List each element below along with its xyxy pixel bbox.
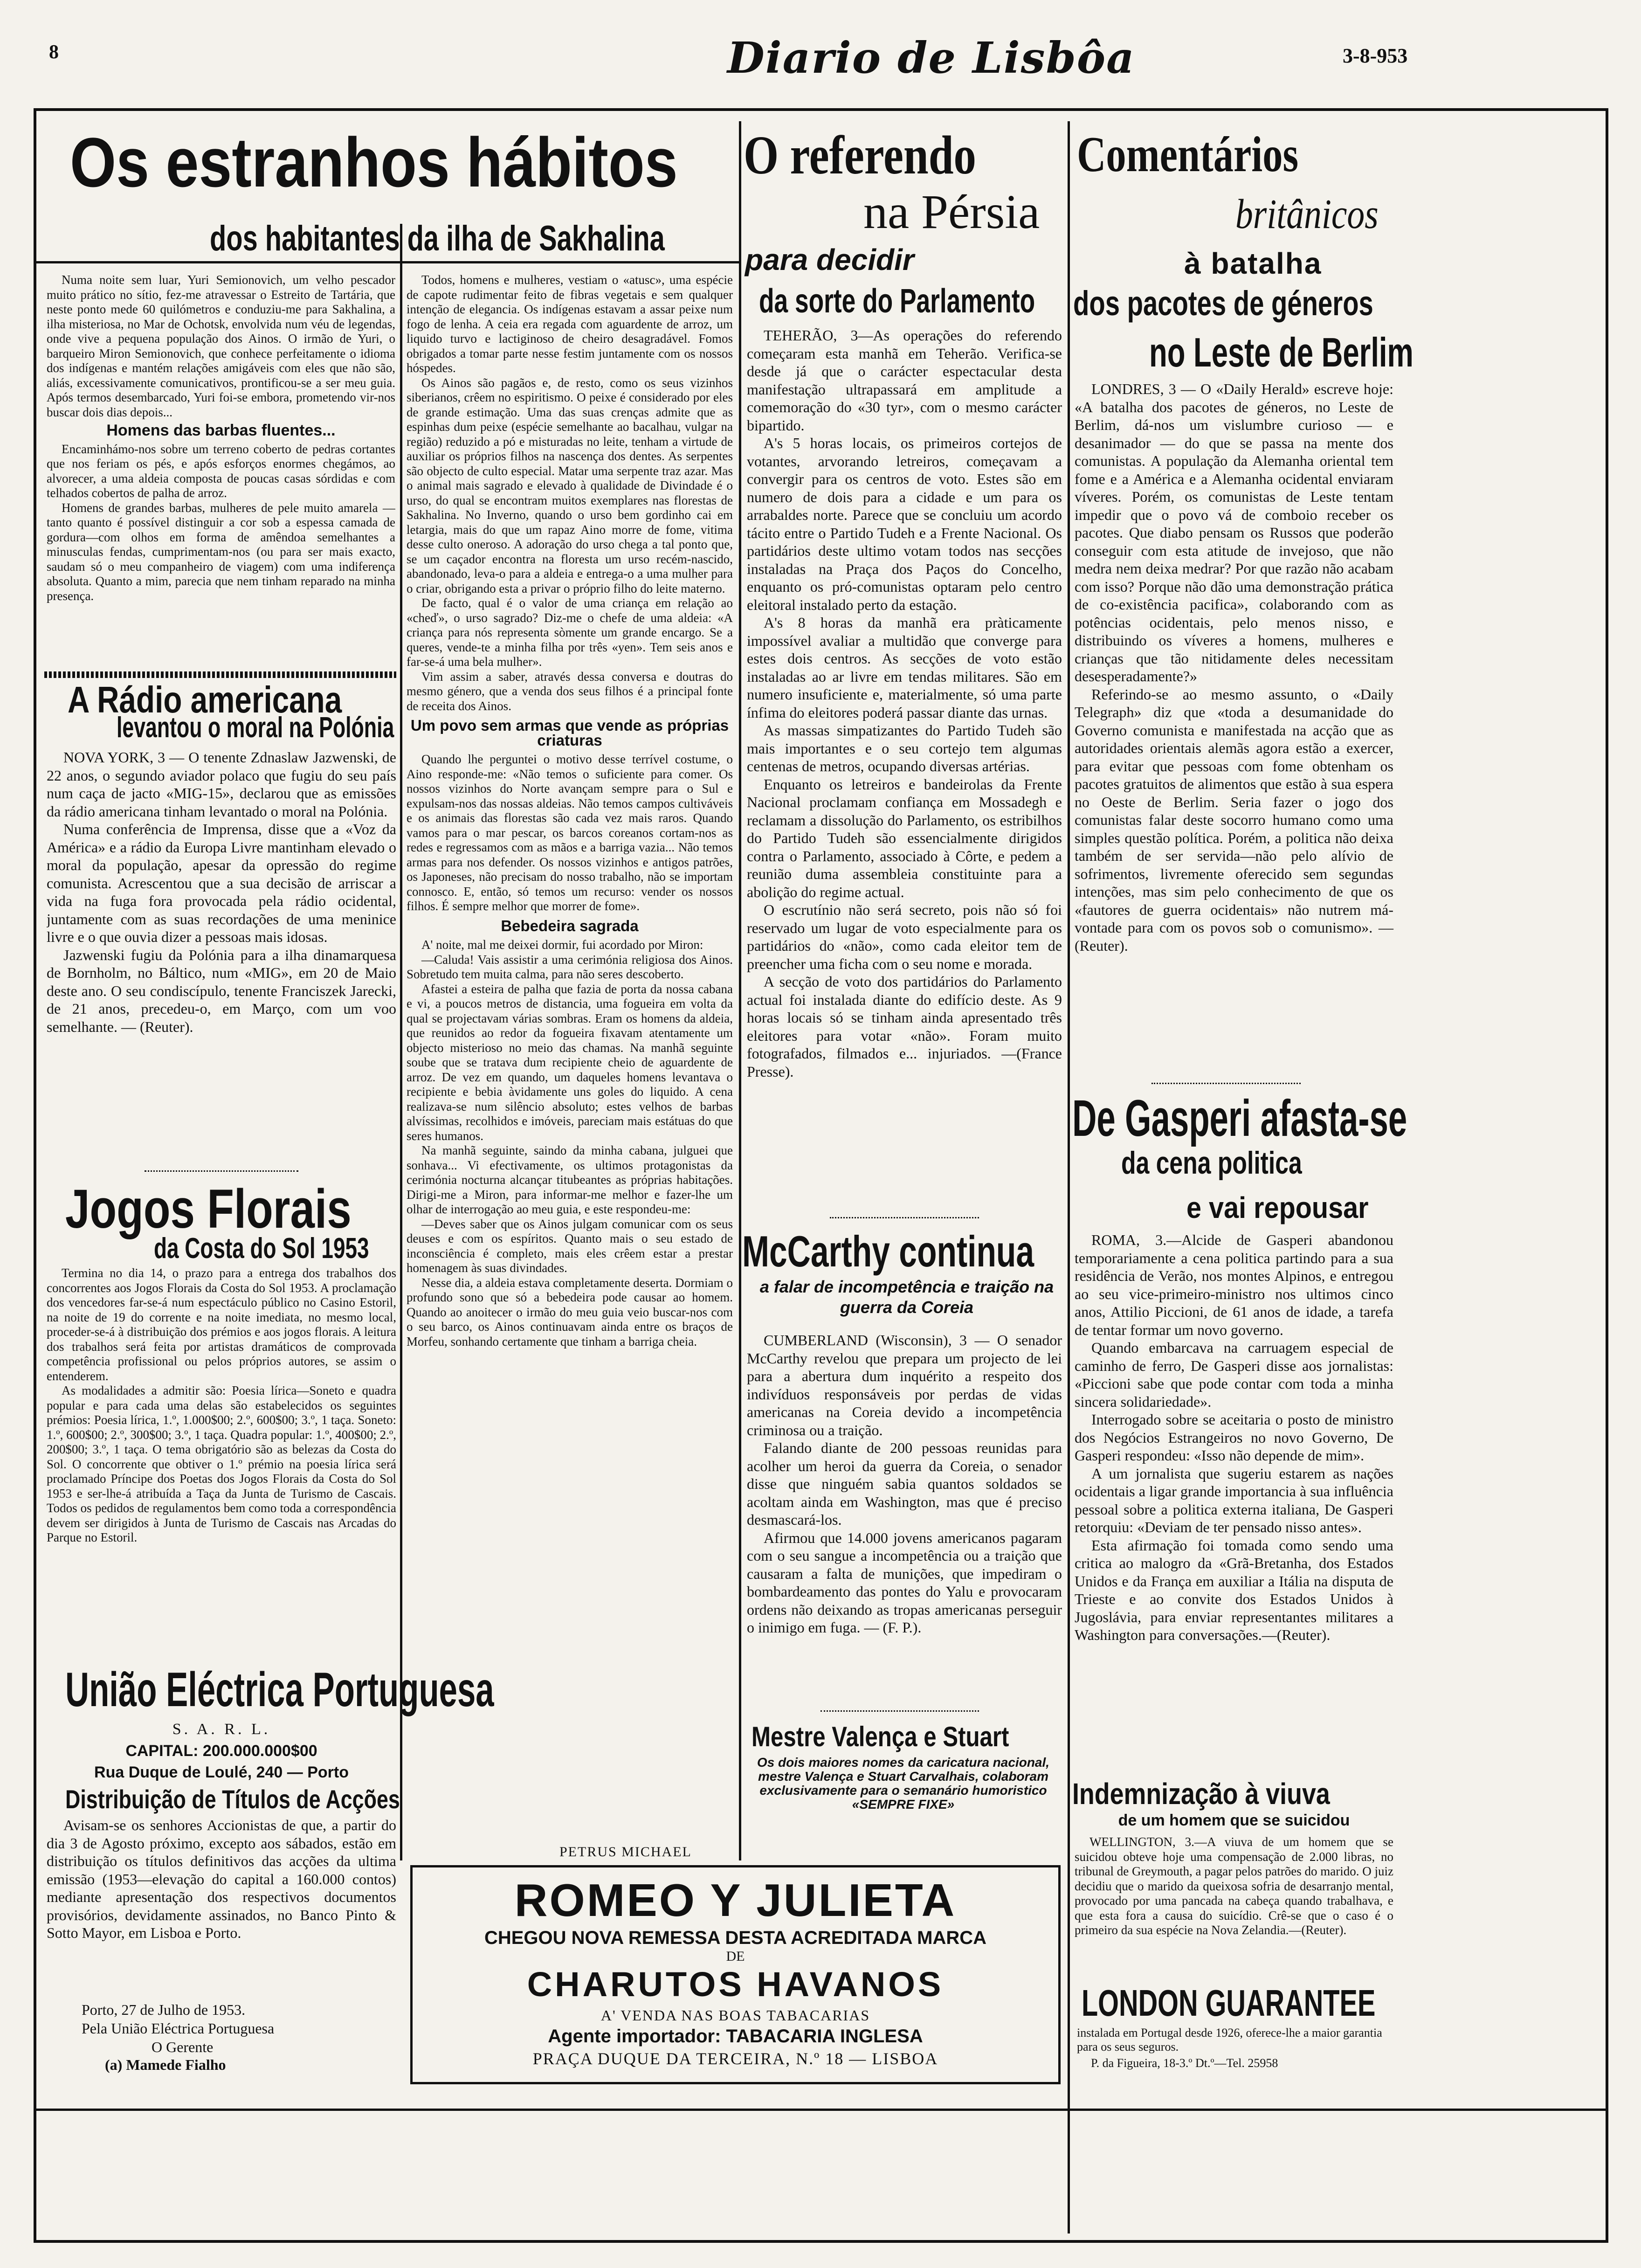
issue-date: 3-8-953 (1343, 44, 1408, 67)
section-heading: Um povo sem armas que vende as próprias criaturas (410, 717, 729, 749)
separator (145, 1170, 298, 1176)
paragraph: Jazwenski fugiu da Polónia para a ilha dinamarquesa de Bornholm, no Báltico, num «MIG», em 20 de Maio deste ano. O seu condiscípulo, tenente Franciszek Jarecki, de 21 anos, precedeu-o, em Março, com um voo semelhante. — (Reuter). (47, 946, 396, 1035)
valenca-body: Os dois maiores nomes da caricatura nacional, mestre Valença e Stuart Carvalhais, colaboram exclusivamente para o semanário humoristico «SEMPRE FIXE» (757, 1755, 1050, 1812)
byline: PETRUS MICHAEL (559, 1844, 692, 1860)
separator (1151, 1083, 1301, 1089)
headline-referendo-1: O referendo (744, 124, 976, 186)
headline-indemnizacao: Indemnização à viuva (1072, 1777, 1330, 1811)
headline-sakhalina: Os estranhos hábitos (70, 123, 678, 201)
headline-radio: A Rádio americana (68, 679, 342, 720)
paragraph: A's 5 horas locais, os primeiros cortejos de votantes, arvorando letreiros, começavam a convergir para os centros de voto. Estes são em numero de dois para a cidade e um para os arrabaldes norte. Parece que se concluiu um acordo tácito entre o Partido Tudeh e a Frente Nacional. Os partidários deste ultimo votam todos nas secções instaladas na Praça dos Paços do Concelho, enquanto os pró-comunistas optaram pelo centro eleitoral instalado perto da estação. (747, 435, 1062, 613)
article-sakhalina-col2 (407, 273, 733, 1839)
paragraph: Na manhã seguinte, saindo da minha cabana, julguei que sonhava... Vi efectivamente, os ultimos protagonistas da cerimónia nocturna alcançar titubeantes as próprias habitações. Dirigi-me a Miron, para informar-me melhor e fazer-lhe um olhar de interrogação ao meu guia, e este respondeu-me: (407, 1143, 733, 1216)
page-number: 8 (49, 41, 59, 63)
paragraph: As modalidades a admitir são: Poesia lírica—Soneto e quadra popular e para cada uma delas são estabelecidos os seguintes prémios: Poesia lírica, 1.º, 1.000$00; 2.º, 600$00; 3.º, 1 taça. Soneto: 1.º, 600$00; 2.º, 300$00; 3.º, 1 taça. Quadra popular: 1.º, 400$00; 2.º, 200$00; 3.º, 1 taça. O tema obrigatório são as belezas da Costa do Sol. O concorrente que obtiver o 1.º prémio na poesia lírica será proclamado Príncipe dos Poetas dos Jogos Florais da Costa do Sol 1953 e ser-lhe-á atribuída a Taça da Junta de Turismo de Cascais. Todos os pedidos de regulamentos bem como toda a correspondência devem ser dirigidos à Junta de Turismo de Cascais nas Arcadas do Parque no Estoril. (47, 1383, 396, 1544)
separator (44, 671, 396, 678)
article-mccarthy (747, 1331, 1062, 1700)
article-gasperi (1075, 1231, 1393, 1781)
uniao-role: O Gerente (152, 2039, 214, 2055)
article-referendo (747, 326, 1062, 1212)
subhead-uniao: Distribuição de Títulos de Acções (65, 1784, 400, 1814)
article-radio (47, 748, 396, 1163)
paragraph: Homens de grandes barbas, mulheres de pele muito amarela — tanto quanto é possível distinguir a cor sob a espessa camada de gordura—com olhos em forma de amêndoa semelhantes a minusculas fendas, cumprimentam-nos (ou para ser mais exacto, saudam só o meu companheiro de viagem) com uma indiferença absoluta. Quanto a mim, parecia que nem tinham reparado na minha presença. (47, 500, 395, 603)
rule (34, 261, 740, 263)
paragraph: Numa noite sem luar, Yuri Semionovich, um velho pescador muito prático no sítio, fez-me atravessar o Estreito de Tartária, que neste ponto mede 60 quilómetros e conduziu-me para Sakhalina, a ilha misteriosa, no Mar de Ochotsk, envolvida num véu de legendas, onde vive a pequena população dos Ainos. O irmão de Yuri, o barqueiro Miron Semionovich, que conhece perfeitamente o idioma dos indígenas e mantém relações amigáveis com eles que não são, aliás, excessivamente comunicativos, prontificou-se a ser meu guia. Após termos desembarcado, Yuri foi-se embora, prometendo vir-nos buscar dois dias depois... (47, 273, 395, 419)
subhead-gasperi-2: e vai repousar (1186, 1191, 1369, 1224)
column-rule (739, 121, 741, 1860)
ad-romeo-line3: CHARUTOS HAVANOS (527, 1965, 944, 2004)
paragraph: Falando diante de 200 pessoas reunidas para acolher um heroi da guerra da Coreia, o senador disse que ninguém sabia quantos soldados se acoltam ainda em Washington, mas que é preciso desmascará-los. (747, 1439, 1062, 1528)
newspaper-title: Diario de Lisbôa (727, 33, 1135, 83)
paragraph: Quando embarcava na carruagem especial de caminho de ferro, De Gasperi disse aos jornalistas: «Piccioni sabe que pode contar com toda a minha sincera solidariedade». (1075, 1339, 1393, 1410)
paragraph: A's 8 horas da manhã era pràticamente impossível avaliar a multidão que converge para estes dois centros. As secções de voto estão instaladas ao ar livre em tendas militares. São em numero insuficiente e, materialmente, só uma parte ínfima do eleitores poderá passar diante das urnas. (747, 614, 1062, 721)
paragraph: Todos, homens e mulheres, vestiam o «atusc», uma espécie de capote rudimentar feito de fibras vegetais e sem qualquer intenção de elegancia. Os indígenas estavam a assar peixe num fogo de lenha. A ceia era regada com aguardente de arroz, um liquido turvo e lactiginoso de cheiro desagradável. Fomos obrigados a tomar parte nesse festim juntamente com os nossos hóspedes. (407, 273, 733, 375)
subhead-jogos: da Costa do Sol 1953 (154, 1232, 369, 1265)
paragraph: Encaminhámo-nos sobre um terreno coberto de pedras cortantes que nos feriam os pés, e após esforços enormes chegámos, ao alvorecer, a uma aldeia composta de poucas casas sórdidas e com telhados cobertos de palha de arroz. (47, 442, 395, 500)
subhead-sakhalina: dos habitantes da ilha de Sakhalina (210, 219, 665, 258)
subhead-referendo: da sorte do Parlamento (759, 283, 1035, 320)
uniao-sarl: S. A. R. L. (172, 1721, 271, 1738)
paragraph: —Caluda! Vais assistir a uma cerimónia religiosa dos Ainos. Sobretudo tem muita calma, para não seres descoberto. (407, 952, 733, 981)
subhead-radio: levantou o moral na Polónia (117, 712, 394, 744)
paragraph: Avisam-se os senhores Accionistas de que, a partir do dia 3 de Agosto próximo, excepto aos sábados, estão em distribuição os títulos definitivos das acções da ultima emissão (1953—elevação do capital a 160.000 contos) mediante apresentação dos respectivos documentos provisórios, devidamente assinados, no Banco Pinto & Sotto Mayor, em Lisboa e Porto. (47, 1817, 396, 1941)
subhead-mccarthy: a falar de incompetência e traição na guerra da Coreia (759, 1277, 1054, 1317)
article-sakhalina-col1 (47, 273, 395, 669)
paragraph: Nesse dia, a aldeia estava completamente deserta. Dormiam o profundo sono que só a bebedeira pode causar ao homem. Quando ao anoitecer o irmão do meu guia veio buscar-nos com o seu barco, os Ainos continuavam ainda entre os braços de Morfeu, sonhando certamente que tinham a barriga cheia. (407, 1275, 733, 1348)
paragraph: WELLINGTON, 3.—A viuva de um homem que se suicidou obteve hoje uma compensação de 2.000 libras, no tribunal de Greymouth, a pagar pelos patrões do marido. O juiz decidiu que o marido da queixosa sofria de desarranjo mental, provocado por uma pancada na cabeça quando trabalhava, e que esta fora a causa do suicídio. Crê-se que o caso é o primeiro da sua espécie na Nova Zelandia.—(Reuter). (1075, 1835, 1393, 1937)
subhead-comentarios-1: dos pacotes de géneros (1073, 284, 1373, 323)
paragraph: O escrutínio não será secreto, pois não só foi reservado um lugar de voto especialmente para os partidários do «não», como cada eleitor tem de preencher uma ficha com o seu nome e morada. (747, 901, 1062, 972)
uniao-date: Porto, 27 de Julho de 1953. (82, 2001, 246, 2018)
advertisement-romeo (410, 1865, 1061, 2084)
kicker-referendo: para decidir (745, 243, 914, 277)
paragraph: Numa conferência de Imprensa, disse que a «Voz da América» e a rádio da Europa Livre mantinham elevado o moral da população, apesar da opressão do regime comunista. Acrescentou que a sua decisão de arriscar a vida na fuga fora provocada pela rádio ocidental, juntamente com as suas recordações de uma meninice livre e o que ouvia dizer a pessoas mais idosas. (47, 821, 396, 945)
ad-romeo-line1: CHEGOU NOVA REMESSA DESTA ACREDITADA MARCA (484, 1928, 987, 1948)
paragraph: Esta afirmação foi tomada como sendo uma critica ao malogro da «Grã-Bretanha, dos Estados Unidos e da França em auxiliar a Itália na disputa de Trieste e ao convite dos Estados Unidos à Jugoslávia, para enviar representantes militares a Washington para conversações.—(Reuter). (1075, 1536, 1393, 1643)
headline-valenca: Mestre Valença e Stuart (752, 1721, 1009, 1752)
paragraph: Enquanto os letreiros e bandeirolas da Frente Nacional proclamam confiança em Mossadegh e reclamam a dissolução do Parlamento, os estribilhos do Partido Tudeh são essencialmente dirigidos contra o Parlamento, associado à Côrte, e pedem a reunião duma assembleia constituinte para a abolição do regime actual. (747, 775, 1062, 900)
ad-romeo-headline: ROMEO Y JULIETA (514, 1874, 957, 1926)
section-heading: Bebedeira sagrada (501, 917, 639, 934)
paragraph: Quando lhe perguntei o motivo desse terrível costume, o Aino responde-me: «Não temos o suficiente para comer. Os nossos vizinhos do Norte avançam sempre para o Sul e expulsam-nos das nossas aldeias. Não temos campos cultiváveis e os animais das florestas são cada vez mais raros. Quando vamos para o mar pescar, os barcos coreanos cortam-nos as redes e regressamos com as mãos e a barriga vazia... Não temos armas para nos defender. Os nossos vizinhos e antigos patrões, os Japoneses, não precisam do nosso trabalho, não se importam connosco. E, então, só temos um recurso: vender os nossos filhos. É sempre melhor que morrer de fome». (407, 752, 733, 913)
paragraph: ROMA, 3.—Alcide de Gasperi abandonou temporariamente a cena politica partindo para a sua residência de Verão, nos montes Alpinos, e entregou ao seu vice-primeiro-ministro nos ultimos cinco anos, Attilio Piccioni, de 61 anos de idade, a tarefa de tentar formar um novo governo. (1075, 1231, 1393, 1338)
separator (820, 1710, 979, 1716)
paragraph: A um jornalista que sugeriu estarem as nações ocidentais a ligar grande importancia à sua influência pessoal sobre a politica externa italiana, De Gasperi retorquiu: «Deviam de ter pensado nisso antes». (1075, 1465, 1393, 1535)
separator (830, 1217, 979, 1223)
column-rule (1068, 121, 1070, 2233)
uniao-for: Pela União Eléctrica Portuguesa (82, 2020, 275, 2037)
paragraph: A secção de voto dos partidários do Parlamento actual foi instalada diante do edifício deste. As 9 horas locais só se tinham ainda apresentado três eleitores para votar «não». Foram muito fotografados, filmados e... injuriados. —(France Presse). (747, 973, 1062, 1080)
uniao-signature: (a) Mamede Fialho (105, 2056, 226, 2073)
paragraph: A' noite, mal me deixei dormir, fui acordado por Miron: (421, 938, 703, 952)
headline-referendo-2: na Pérsia (863, 185, 1040, 239)
ad-romeo-line5: Agente importador: TABACARIA INGLESA (548, 2026, 923, 2047)
rule (34, 2109, 1608, 2111)
headline-jogos: Jogos Florais (65, 1178, 352, 1240)
article-indemnizacao (1075, 1835, 1393, 1965)
paragraph: Afirmou que 14.000 jovens americanos pagaram com o seu sangue a incompetência ou a traição que causaram a falta de munições, que impediram o bombardeamento das pontes do Yalu e provocaram ordens não deixando as tropas americanas perseguir o inimigo em fuga. — (F. P.). (747, 1529, 1062, 1636)
subhead-indemnizacao: de um homem que se suicidou (1118, 1812, 1350, 1829)
paragraph: Os Ainos são pagãos e, de resto, como os seus vizinhos siberianos, crêem no espiritismo. O peixe é considerado por eles de grande estimação. Uma das suas crenças admite que as espinhas dum peixe (espécie semelhante ao bacalhau, vulgar na região) reduzido a pó e misturadas no leite, tenham a virtude de auxiliar os próprios filhos na nascença dos dentes. As serpentes são objecto de culto especial. Matar uma serpente traz azar. Mas o animal mais sagrado e elevado à qualidade de Divindade é o urso, do qual se encontram muitos exemplares nas florestas de Sakhalina. No Inverno, quando o urso bem gordinho cai em letargia, mais do que um rapaz Aino morre de fome, vitima desse culto oneroso. A adoração do urso chega a tal ponto que, se um caçador encontra na floresta um urso recém-nascido, abandonado, leva-o para a aldeia e entrega-o a uma mulher para o criar, obrigando esta a privar o próprio filho do leite materno. (407, 375, 733, 595)
paragraph: TEHERÃO, 3—As operações do referendo começaram esta manhã em Teherão. Verifica-se desde já que o carácter espectacular desta manifestação ultrapassará em amplitude a comemoração do «30 tyr», com o mesmo carácter bipartido. (747, 327, 1062, 434)
ad-romeo-line6: PRAÇA DUQUE DA TERCEIRA, N.º 18 — LISBOA (532, 2049, 938, 2068)
paragraph: —Deves saber que os Ainos julgam comunicar com os seus deuses e com os espíritos. Quanto mais o seu estado de inconsciência é completo, mais eles crêem estar a prestar homenagem às suas divindades. (407, 1217, 733, 1275)
headline-london: LONDON GUARANTEE (1082, 1982, 1376, 2024)
subhead-comentarios-2: no Leste de Berlim (1149, 329, 1413, 375)
paragraph: De facto, qual é o valor de uma criança em relação ao «cheď», o urso sagrado? Diz-me o chefe de uma aldeia: «A criança para nós representa sòmente um grande encargo. Se a queres, vende-te a minha filha por três «yen». Tem seis anos e far-se-á uma bela mulher». (407, 596, 733, 669)
paragraph: NOVA YORK, 3 — O tenente Zdnaslaw Jazwenski, de 22 anos, o segundo aviador polaco que fugiu do seu país num caça de jacto «MIG-15», declarou que as emissões da rádio americana tinham levantado o moral na Polónia. (47, 749, 396, 820)
paragraph: LONDRES, 3 — O «Daily Herald» escreve hoje: «A batalha dos pacotes de géneros, no Leste de Berlim, dá-nos um vislumbre curioso — e desanimador — do que se passa na mente dos comunistas. A população da Alemanha oriental tem fome e a América e a Alemanha ocidental enviaram víveres. Porém, os comunistas de Leste tentam impedir que o povo vá de comboio receber os pacotes. Que diabo pensam os Russos que poderão conseguir com esta atitude de invejoso, que não medra nem deixa medrar? Por que razão não acabam com isso? Porque não dão uma demonstração prática de co-existência pacifica», colaborando com as potências ocidentais, pelo menos nisso, e distribuindo os víveres a homens, mulheres e crianças que tão nitidamente deles necessitam desesperadamente?» (1075, 380, 1393, 685)
paragraph: Afastei a esteira de palha que fazia de porta da nossa cabana e vi, a poucos metros de distancia, uma fogueira em volta da qual se projectavam várias sombras. Eram os homens da aldeia, que reunidos ao redor da fogueira fixavam atentamente um objecto misterioso no meio das chamas. Na manhã seguinte soube que se tratava dum recipiente cheio de aguardente de arroz. De vez em quando, um daqueles homens levantava o recipiente e bebia àvidamente uns goles do liquido. A cena realizava-se num silêncio absoluto; estes velhos de barbas alvíssimas, recolhidos e imóveis, pareciam mais estátuas do que seres humanos. (407, 982, 733, 1143)
headline-gasperi: De Gasperi afasta-se (1072, 1090, 1407, 1147)
article-comentarios (1075, 380, 1599, 1079)
paragraph: Vim assim a saber, através dessa conversa e doutras do mesmo género, que a venda dos seus filhos é a principal fonte de receita dos Ainos. (407, 669, 733, 713)
paragraph: As massas simpatizantes do Partido Tudeh são mais importantes e o seu cortejo tem algumas centenas de metros, ocupando diversas artérias. (747, 722, 1062, 774)
paragraph: Termina no dia 14, o prazo para a entrega dos trabalhos dos concorrentes aos Jogos Florais da Costa do Sol 1953. A proclamação dos vencedores far-se-á num espectáculo público no Casino Estoril, na noite de 19 do corrente e na noite imediata, no mesmo local, proceder-se-á à distribuição dos prémios e aos jogos florais. A leitura dos trabalhos será feita por artistas dramáticos de comprovada competência profissional ou pelos próprios autores, se assim o entenderem. (47, 1266, 396, 1383)
section-heading: Homens das barbas fluentes... (106, 422, 336, 439)
subhead-gasperi-1: da cena politica (1121, 1145, 1302, 1181)
article-uniao (47, 1816, 396, 1993)
uniao-capital: CAPITAL: 200.000.000$00 (125, 1742, 317, 1760)
column-rule (400, 224, 402, 1860)
headline-comentarios-1: Comentários (1077, 127, 1299, 182)
london-line2: P. da Figueira, 18-3.º Dt.º—Tel. 25958 (1091, 2056, 1278, 2070)
paragraph: Referindo-se ao mesmo assunto, o «Daily Telegraph» diz que «toda a desumanidade do Governo comunista e manifestada na acção que as autoridades orientais alemãs agora estão a exercer, para evitar que pessoas com fome obtenham os pacotes gratuitos de alimentos que estão à sua espera no Oeste de Berlim. Seria fazer o jogo dos comunistas falar deste socorro humano como uma simples questão política. Porém, a politica não deixa também de ser servida—não pelo alívio de sofrimentos, livremente oferecido sem segundas intenções, mas sim pelo conhecimento de que os «fautores de guerra ocidentais» não nutrem má-vontade para com os povos sob o comunismo». — (Reuter). (1075, 685, 1393, 954)
headline-mccarthy: McCarthy continua (742, 1227, 1034, 1276)
uniao-address: Rua Duque de Loulé, 240 — Porto (94, 1763, 349, 1781)
headline-uniao: União Eléctrica Portuguesa (65, 1663, 494, 1717)
ad-romeo-line2: DE (726, 1949, 745, 1964)
paragraph: Interrogado sobre se aceitaria o posto de ministro dos Negócios Estrangeiros no novo Governo, De Gasperi respondeu: «Isso não depende de mim». (1075, 1411, 1393, 1464)
paragraph: CUMBERLAND (Wisconsin), 3 — O senador McCarthy revelou que prepara um projecto de lei para a abertura dum inquérito a respeito dos indivíduos responsáveis por perdas de vidas americanas na Coreia devido a incompetência criminosa ou a traição. (747, 1332, 1062, 1438)
london-line1: instalada em Portugal desde 1926, oferece-lhe a maior garantia para os seus seguros. (1077, 2026, 1382, 2054)
ad-romeo-line4: A' VENDA NAS BOAS TABACARIAS (600, 2007, 870, 2024)
headline-comentarios-2: britânicos (1235, 191, 1379, 237)
kicker-comentarios: à batalha (1184, 247, 1322, 280)
article-jogos (47, 1266, 396, 1658)
